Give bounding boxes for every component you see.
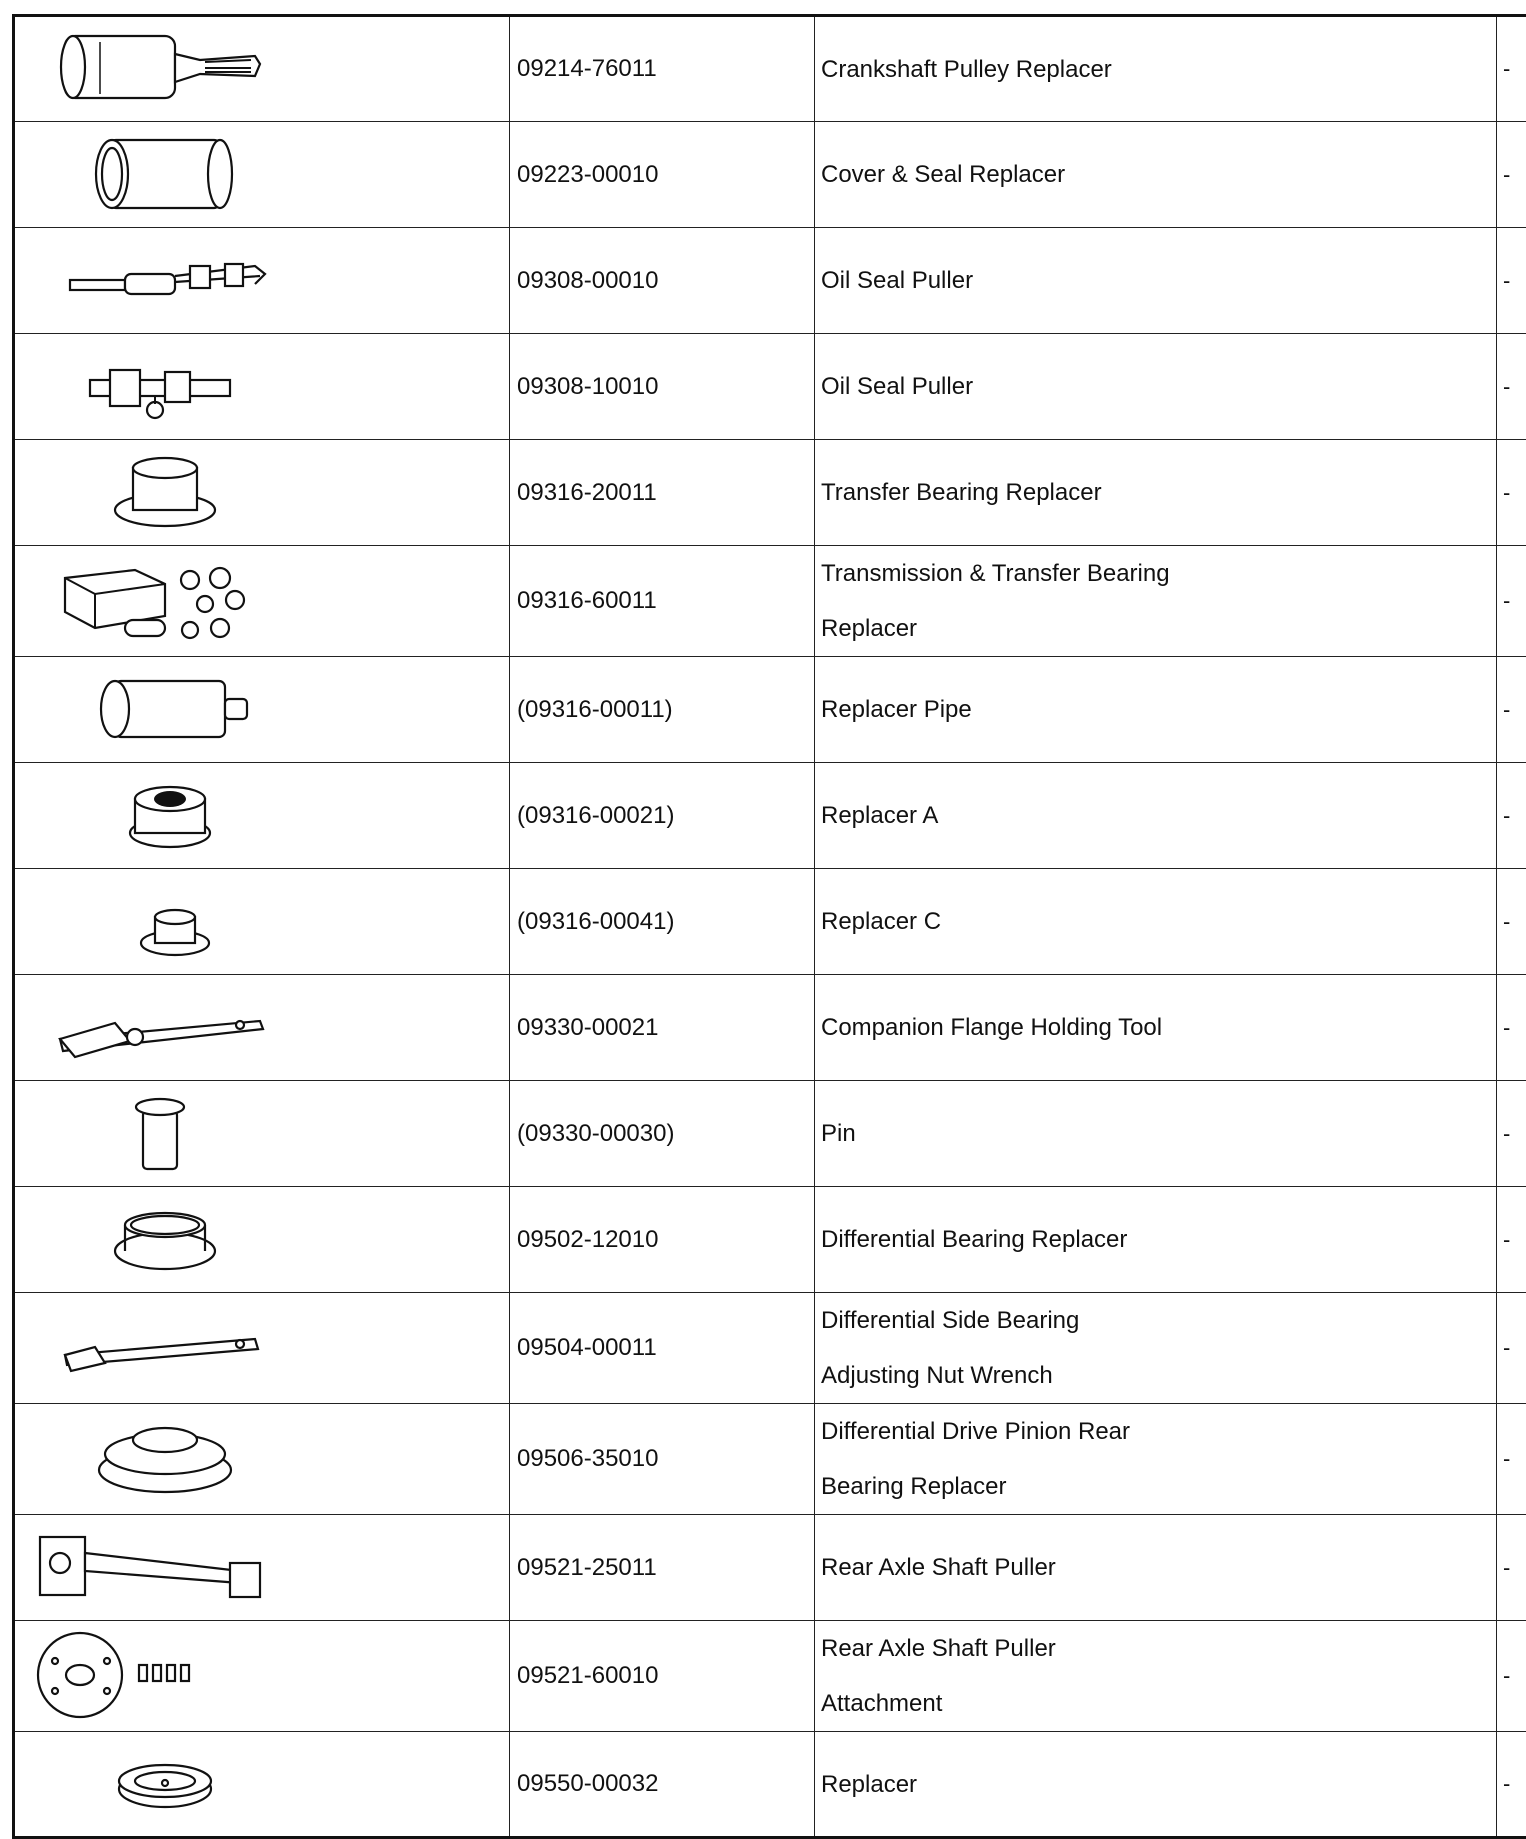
table-body (14, 16, 1526, 1838)
tool-illustration-cell (14, 228, 510, 334)
note: - (1497, 440, 1526, 546)
tool-illustration-cell (14, 1081, 510, 1187)
part-number: 09502-12010 (510, 1187, 815, 1293)
tool-name (815, 1515, 1497, 1621)
tool-name-line: Cover & Seal Replacer (821, 147, 1496, 202)
note: - (1497, 657, 1526, 763)
note: - (1497, 334, 1526, 440)
note: - (1497, 546, 1526, 657)
tool-name-line: Differential Drive Pinion Rear (821, 1404, 1496, 1459)
companion-flange-holding-tool-icon (15, 983, 509, 1073)
table-row (14, 869, 1526, 975)
tool-name (815, 546, 1497, 657)
special-service-tools-table (12, 14, 1526, 1839)
tool-illustration-cell (14, 975, 510, 1081)
cover-seal-replacer-icon (15, 130, 509, 220)
tool-name (815, 1293, 1497, 1404)
tool-illustration-cell (14, 1187, 510, 1293)
part-number: 09308-10010 (510, 334, 815, 440)
table-row (14, 16, 1526, 122)
tool-name-line: Replacer (821, 601, 1496, 656)
transmission-transfer-bearing-replacer-icon (15, 556, 509, 646)
part-number: (09316-00021) (510, 763, 815, 869)
tool-name-line: Transmission & Transfer Bearing (821, 546, 1496, 601)
part-number: 09308-00010 (510, 228, 815, 334)
tool-name (815, 763, 1497, 869)
note: - (1497, 1515, 1526, 1621)
tool-name (815, 869, 1497, 975)
tool-name-line: Replacer C (821, 894, 1496, 949)
rear-axle-shaft-puller-icon (15, 1523, 509, 1613)
tool-illustration-cell (14, 16, 510, 122)
tool-name (815, 975, 1497, 1081)
note: - (1497, 1732, 1526, 1838)
note: - (1497, 1081, 1526, 1187)
tool-name (815, 1404, 1497, 1515)
part-number: (09330-00030) (510, 1081, 815, 1187)
part-number: 09223-00010 (510, 122, 815, 228)
tool-illustration-cell (14, 869, 510, 975)
part-number: (09316-00041) (510, 869, 815, 975)
part-number: 09504-00011 (510, 1293, 815, 1404)
note: - (1497, 228, 1526, 334)
tool-name-line: Replacer (821, 1757, 1496, 1812)
table-row (14, 334, 1526, 440)
table-row (14, 763, 1526, 869)
part-number: 09521-60010 (510, 1621, 815, 1732)
tool-name (815, 16, 1497, 122)
tool-name (815, 122, 1497, 228)
tool-illustration-cell (14, 1293, 510, 1404)
replacer-pipe-icon (15, 665, 509, 755)
table-row (14, 1187, 1526, 1293)
pin-icon (15, 1089, 509, 1179)
table-row (14, 546, 1526, 657)
tool-name-line: Bearing Replacer (821, 1459, 1496, 1514)
part-number: 09316-60011 (510, 546, 815, 657)
table-row (14, 228, 1526, 334)
oil-seal-puller-icon (15, 236, 509, 326)
adjusting-nut-wrench-icon (15, 1303, 509, 1393)
table-row (14, 1081, 1526, 1187)
part-number: 09214-76011 (510, 16, 815, 122)
tool-name-line: Transfer Bearing Replacer (821, 465, 1496, 520)
tool-illustration-cell (14, 122, 510, 228)
tool-illustration-cell (14, 1404, 510, 1515)
pinion-rear-bearing-replacer-icon (15, 1414, 509, 1504)
replacer-c-icon (15, 877, 509, 967)
part-number: 09330-00021 (510, 975, 815, 1081)
note: - (1497, 16, 1526, 122)
tool-illustration-cell (14, 334, 510, 440)
note: - (1497, 1187, 1526, 1293)
tool-name-line: Attachment (821, 1676, 1496, 1731)
table-row (14, 1515, 1526, 1621)
tool-illustration-cell (14, 1621, 510, 1732)
table-row (14, 1404, 1526, 1515)
tool-name (815, 334, 1497, 440)
tool-name-line: Pin (821, 1106, 1496, 1161)
tool-name-line: Replacer A (821, 788, 1496, 843)
tool-name (815, 1081, 1497, 1187)
part-number: 09521-25011 (510, 1515, 815, 1621)
tool-name (815, 228, 1497, 334)
table-row (14, 975, 1526, 1081)
note: - (1497, 1404, 1526, 1515)
tool-name-line: Crankshaft Pulley Replacer (821, 42, 1496, 97)
tool-name-line: Differential Side Bearing (821, 1293, 1496, 1348)
note: - (1497, 869, 1526, 975)
replacer-a-icon (15, 771, 509, 861)
note: - (1497, 763, 1526, 869)
table-row (14, 657, 1526, 763)
note: - (1497, 122, 1526, 228)
tool-name-line: Adjusting Nut Wrench (821, 1348, 1496, 1403)
table-row (14, 440, 1526, 546)
part-number: (09316-00011) (510, 657, 815, 763)
tool-illustration-cell (14, 546, 510, 657)
part-number: 09506-35010 (510, 1404, 815, 1515)
tool-illustration-cell (14, 1515, 510, 1621)
table-row (14, 1293, 1526, 1404)
tool-name-line: Replacer Pipe (821, 682, 1496, 737)
table-row (14, 1621, 1526, 1732)
note: - (1497, 975, 1526, 1081)
tool-illustration-cell (14, 763, 510, 869)
tool-name-line: Oil Seal Puller (821, 253, 1496, 308)
tool-name-line: Companion Flange Holding Tool (821, 1000, 1496, 1055)
tool-illustration-cell (14, 657, 510, 763)
differential-bearing-replacer-icon (15, 1195, 509, 1285)
replacer-icon (15, 1739, 509, 1829)
tool-name-line: Rear Axle Shaft Puller (821, 1621, 1496, 1676)
tool-name (815, 1621, 1497, 1732)
tool-illustration-cell (14, 440, 510, 546)
tool-name (815, 1187, 1497, 1293)
transfer-bearing-replacer-icon (15, 448, 509, 538)
table-row (14, 122, 1526, 228)
part-number: 09550-00032 (510, 1732, 815, 1838)
oil-seal-puller-2-icon (15, 342, 509, 432)
tool-name (815, 657, 1497, 763)
tool-name-line: Differential Bearing Replacer (821, 1212, 1496, 1267)
sst-table-page (12, 14, 1524, 1816)
note: - (1497, 1293, 1526, 1404)
rear-axle-shaft-puller-attachment-icon (15, 1631, 509, 1721)
part-number: 09316-20011 (510, 440, 815, 546)
tool-name-line: Oil Seal Puller (821, 359, 1496, 414)
crankshaft-pulley-replacer-icon (15, 24, 509, 114)
note: - (1497, 1621, 1526, 1732)
tool-name-line: Rear Axle Shaft Puller (821, 1540, 1496, 1595)
tool-name (815, 440, 1497, 546)
